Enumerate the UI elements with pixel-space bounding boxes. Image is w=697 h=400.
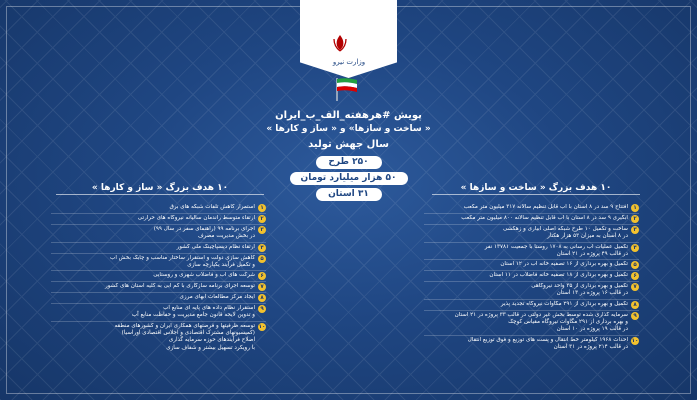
item-text: تکمیل و بهره برداری از ۲۹۱ مگاوات نیروگاه تجدید پذیر [500, 300, 628, 307]
item-number-badge: ۴ [258, 244, 266, 252]
divider [424, 224, 639, 225]
mechanism-goal-item [51, 244, 266, 252]
item-number-badge: ۸ [631, 301, 639, 309]
item-number-badge: ۱ [258, 204, 266, 212]
item-text: با رویکرد تسهیل بیشتر و شفاف سازی [166, 344, 255, 351]
iran-emblem-icon [330, 33, 350, 53]
item-text: در بخش مدیریت مصرف [197, 233, 255, 240]
mechanism-goal-item [51, 226, 266, 241]
item-number-badge: ۶ [631, 272, 639, 280]
item-text: در قالب ۲۱۴ پروژه در ۳۱ استان [553, 343, 628, 350]
item-number-badge: ۱۰ [631, 337, 639, 344]
divider [51, 321, 266, 322]
stat-projects: ۲۵۰ طرح [316, 156, 382, 169]
mechanism-goal-item [51, 323, 266, 352]
construction-goal-item [424, 312, 639, 334]
item-number-badge: ۷ [258, 283, 266, 291]
item-text: اجرای برنامه ۹۹ (راهنمای سفر در سال ۹۹) [153, 226, 255, 232]
stat-budget: ۵۰ هزار میلیارد تومان [290, 172, 408, 185]
divider [424, 310, 639, 311]
construction-goal-item [424, 204, 639, 212]
item-text: شرکت های آب و فاضلاب شهری و روستایی [153, 272, 255, 279]
campaign-subtitle: « ساخت و سازها» و « ساز و کارها » [266, 124, 431, 134]
item-text: در قالب ۱۶ پروژه در ۱۳ استان [556, 290, 628, 297]
item-number-badge: ۳ [631, 226, 639, 234]
construction-goal-item [424, 272, 639, 280]
construction-goal-item [424, 261, 639, 269]
divider [51, 213, 266, 214]
divider [51, 303, 266, 304]
construction-goal-item [424, 244, 639, 259]
campaign-title: پویش #هرهفته_الف_ب_ایران [275, 110, 422, 121]
mechanisms-title: ۱۰ هدف بزرگ « ساز و کارها » [56, 181, 264, 195]
item-number-badge: ۹ [631, 312, 639, 320]
item-number-badge: ۱ [631, 204, 639, 212]
year-slogan: سال جهش تولید [308, 139, 389, 150]
constructions-list [424, 204, 639, 351]
constructions-title: ۱۰ هدف بزرگ « ساخت و سازها » [432, 181, 640, 195]
mechanisms-list [51, 204, 266, 352]
divider [424, 270, 639, 271]
construction-goal-item [424, 226, 639, 241]
item-text: ساخت و تکمیل ۱۰ طرح شبکه اصلی آبیاری و زهکشی [503, 226, 628, 232]
mechanism-goal-item [51, 204, 266, 212]
mechanism-goal-item [51, 283, 266, 291]
divider [51, 270, 266, 271]
divider [424, 299, 639, 300]
item-text: تکمیل و بهره برداری از ۳۵ واحد نیروگاهی [531, 283, 628, 290]
item-number-badge: ۲ [258, 215, 266, 223]
item-text: ارتقاء متوسط راندمان سالیانه نیروگاه های حرارتی [137, 215, 255, 221]
item-text: اصلاح فرآیندهای حوزه سرمایه گذاری [168, 337, 255, 344]
divider [51, 281, 266, 282]
mechanism-goal-item [51, 305, 266, 320]
item-number-badge: ۵ [631, 261, 639, 269]
divider [51, 242, 266, 243]
iran-flag-icon [333, 76, 359, 102]
divider [424, 259, 639, 260]
item-text: در قالب ۱۹ پروژه در ۱۰ استان [556, 326, 628, 333]
item-number-badge: ۱۰ [258, 323, 266, 330]
item-number-badge: ۲ [631, 215, 639, 223]
item-text: آبگیری ۹ سد در ۸ استان با آب قابل تنظیم سالانه ۸۰۰ میلیون متر مکعب [461, 215, 628, 221]
item-text: تکمیل و بهره برداری از ۱۸ تصفیه خانه فاضلاب در ۱۱ استان [489, 272, 628, 279]
divider [51, 224, 266, 225]
mechanism-goal-item [51, 272, 266, 280]
item-text: توسعه اجرای برنامه سازگاری با کم آبی به کلیه استان های کشور [104, 283, 255, 290]
item-number-badge: ۹ [258, 305, 266, 313]
divider [424, 213, 639, 214]
item-text: احداث ۱۹۶۸ کیلومتر خط انتقال و پست های توزیع و فوق توزیع انتقال [467, 336, 628, 343]
item-text: افتتاح ۹ سد در ۸ استان با آب قابل تنظیم سالانه ۳۱۷ میلیون متر مکعب [463, 204, 628, 210]
item-text: ایجاد مرکز مطالعات آبهای مرزی [179, 294, 255, 301]
item-text: (کمیسیونهای مشترک اقتصادی و اجلاس اقتصادی اوراسیا) [121, 330, 255, 337]
ministry-name: وزارت نیرو [332, 58, 366, 66]
item-text: و تدوین لایحه قانون جامع مدیریت و حفاظت منابع آب [131, 312, 255, 319]
item-text: تکمیل عملیات آب رسانی به ۱۷۰۸ روستا با جمعیت ۱۳۷۸۱ نفر [484, 243, 628, 250]
construction-goal-item [424, 301, 639, 309]
item-text: در قالب ۴۹ پروژه در ۲۱ استان [556, 250, 628, 257]
item-text: توسعه ظرفیتها و فرصتهای همکاری ایران و کشورهای منطقه [114, 322, 255, 329]
item-text: و بهره برداری از ۲۹۱ مگاوات نیروگاه مقیاس کوچک [508, 319, 628, 326]
item-text: ارتقاء نظام دیسپاچینگ ملی کشور [176, 243, 255, 250]
mechanism-goal-item [51, 294, 266, 302]
construction-goal-item [424, 337, 639, 352]
item-text: و تکمیل فرآیند یکپارچه سازی [187, 261, 255, 268]
item-text: استمرار کاهش تلفات شبکه های برق [169, 204, 255, 210]
divider [424, 335, 639, 336]
divider [424, 281, 639, 282]
item-text: تکمیل و بهره برداری از ۱۶ تصفیه خانه آب در ۱۲ استان [500, 261, 628, 268]
divider [51, 292, 266, 293]
divider [51, 253, 266, 254]
item-text: سرمایه گذاری شده توسط بخش غیر دولتی در قالب ۳۳ پروژه در ۲۱ استان [454, 311, 628, 318]
divider [424, 242, 639, 243]
mechanism-goal-item [51, 215, 266, 223]
construction-goal-item [424, 215, 639, 223]
item-number-badge: ۶ [258, 272, 266, 280]
item-text: در ۸ استان به میزان ۵۳ هزار هکتار [547, 233, 628, 240]
item-number-badge: ۷ [631, 283, 639, 291]
stat-provinces: ۳۱ استان [316, 188, 382, 201]
item-number-badge: ۵ [258, 255, 266, 263]
item-number-badge: ۳ [258, 226, 266, 234]
item-text: کاهش سازی دولت و استقرار ساختار مناسب و چابک بخش آب [110, 254, 255, 261]
item-number-badge: ۴ [631, 244, 639, 252]
item-text: استقرار نظام داده های پایه ای منابع آب [163, 305, 255, 312]
item-number-badge: ۸ [258, 294, 266, 302]
construction-goal-item [424, 283, 639, 298]
mechanism-goal-item [51, 255, 266, 270]
